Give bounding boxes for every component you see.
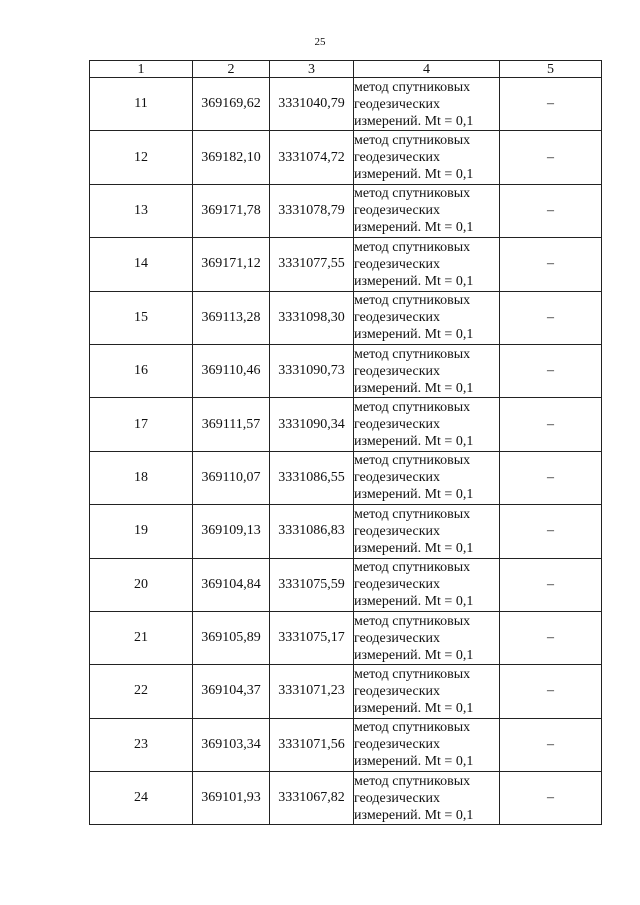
method-line-3: измерений. Mt = 0,1	[354, 700, 474, 716]
note-cell: –	[500, 505, 602, 558]
method-cell	[354, 665, 500, 718]
point-number-cell: 17	[90, 398, 193, 451]
method-cell	[354, 505, 500, 558]
method-line-3: измерений. Mt = 0,1	[354, 594, 474, 610]
method-line-2: геодезических	[354, 737, 441, 753]
note-cell: –	[500, 238, 602, 291]
note-cell: –	[500, 558, 602, 611]
table-row	[90, 505, 602, 558]
page-number: 25	[314, 36, 326, 48]
method-line-1: метод спутниковых	[354, 400, 471, 416]
method-cell	[354, 344, 500, 397]
table-body	[90, 78, 602, 825]
method-line-3: измерений. Mt = 0,1	[354, 380, 474, 396]
method-line-1: метод спутниковых	[354, 666, 471, 682]
method-line-2: геодезических	[354, 203, 441, 219]
table-row	[90, 184, 602, 237]
method-line-3: измерений. Mt = 0,1	[354, 754, 474, 770]
y-coordinate-cell: 3331078,79	[270, 184, 354, 237]
y-coordinate-cell: 3331086,55	[270, 451, 354, 504]
x-coordinate-cell: 369113,28	[193, 291, 270, 344]
x-coordinate-cell: 369101,93	[193, 772, 270, 825]
table-row	[90, 131, 602, 184]
table-row	[90, 611, 602, 664]
method-line-3: измерений. Mt = 0,1	[354, 113, 474, 129]
point-number-cell: 12	[90, 131, 193, 184]
method-line-3: измерений. Mt = 0,1	[354, 327, 474, 343]
x-coordinate-cell: 369111,57	[193, 398, 270, 451]
method-line-2: геодезических	[354, 310, 441, 326]
header-col-5: 5	[500, 61, 602, 78]
table-row	[90, 78, 602, 131]
method-cell	[354, 772, 500, 825]
method-line-3: измерений. Mt = 0,1	[354, 487, 474, 503]
method-line-1: метод спутниковых	[354, 560, 471, 576]
method-line-2: геодезических	[354, 256, 441, 272]
method-line-1: метод спутниковых	[354, 773, 471, 789]
header-col-3: 3	[270, 61, 354, 78]
point-number-cell: 22	[90, 665, 193, 718]
note-cell: –	[500, 772, 602, 825]
method-line-2: геодезических	[354, 470, 441, 486]
note-cell: –	[500, 184, 602, 237]
x-coordinate-cell: 369104,37	[193, 665, 270, 718]
x-coordinate-cell: 369169,62	[193, 78, 270, 131]
method-line-3: измерений. Mt = 0,1	[354, 647, 474, 663]
note-cell: –	[500, 665, 602, 718]
point-number-cell: 13	[90, 184, 193, 237]
method-line-1: метод спутниковых	[354, 506, 471, 522]
method-cell	[354, 611, 500, 664]
method-line-1: метод спутниковых	[354, 186, 471, 202]
y-coordinate-cell: 3331040,79	[270, 78, 354, 131]
y-coordinate-cell: 3331077,55	[270, 238, 354, 291]
method-line-1: метод спутниковых	[354, 293, 471, 309]
table-row	[90, 558, 602, 611]
point-number-cell: 11	[90, 78, 193, 131]
x-coordinate-cell: 369171,12	[193, 238, 270, 291]
method-cell	[354, 184, 500, 237]
x-coordinate-cell: 369104,84	[193, 558, 270, 611]
method-line-2: геодезических	[354, 523, 441, 539]
method-line-2: геодезических	[354, 96, 441, 112]
point-number-cell: 15	[90, 291, 193, 344]
method-line-2: геодезических	[354, 630, 441, 646]
y-coordinate-cell: 3331071,23	[270, 665, 354, 718]
method-line-2: геодезических	[354, 577, 441, 593]
point-number-cell: 14	[90, 238, 193, 291]
point-number-cell: 18	[90, 451, 193, 504]
note-cell: –	[500, 291, 602, 344]
method-line-3: измерений. Mt = 0,1	[354, 220, 474, 236]
method-line-1: метод спутниковых	[354, 720, 471, 736]
x-coordinate-cell: 369105,89	[193, 611, 270, 664]
note-cell: –	[500, 131, 602, 184]
method-line-1: метод спутниковых	[354, 346, 471, 362]
method-line-2: геодезических	[354, 363, 441, 379]
method-line-2: геодезических	[354, 150, 441, 166]
y-coordinate-cell: 3331075,59	[270, 558, 354, 611]
method-line-1: метод спутниковых	[354, 79, 471, 95]
note-cell: –	[500, 398, 602, 451]
note-cell: –	[500, 611, 602, 664]
x-coordinate-cell: 369171,78	[193, 184, 270, 237]
table-row	[90, 291, 602, 344]
y-coordinate-cell: 3331071,56	[270, 718, 354, 771]
y-coordinate-cell: 3331086,83	[270, 505, 354, 558]
point-number-cell: 20	[90, 558, 193, 611]
x-coordinate-cell: 369182,10	[193, 131, 270, 184]
note-cell: –	[500, 718, 602, 771]
method-cell	[354, 558, 500, 611]
point-number-cell: 24	[90, 772, 193, 825]
method-line-1: метод спутниковых	[354, 453, 471, 469]
note-cell: –	[500, 344, 602, 397]
method-line-3: измерений. Mt = 0,1	[354, 807, 474, 823]
table-row	[90, 718, 602, 771]
method-cell	[354, 238, 500, 291]
x-coordinate-cell: 369109,13	[193, 505, 270, 558]
note-cell: –	[500, 78, 602, 131]
point-number-cell: 23	[90, 718, 193, 771]
y-coordinate-cell: 3331090,73	[270, 344, 354, 397]
note-cell: –	[500, 451, 602, 504]
x-coordinate-cell: 369110,07	[193, 451, 270, 504]
method-cell	[354, 291, 500, 344]
method-line-3: измерений. Mt = 0,1	[354, 273, 474, 289]
method-cell	[354, 718, 500, 771]
coordinates-table	[89, 60, 602, 825]
y-coordinate-cell: 3331074,72	[270, 131, 354, 184]
point-number-cell: 16	[90, 344, 193, 397]
method-line-2: геодезических	[354, 417, 441, 433]
x-coordinate-cell: 369110,46	[193, 344, 270, 397]
y-coordinate-cell: 3331067,82	[270, 772, 354, 825]
method-line-3: измерений. Mt = 0,1	[354, 167, 474, 183]
method-cell	[354, 451, 500, 504]
table-row	[90, 398, 602, 451]
method-line-3: измерений. Mt = 0,1	[354, 434, 474, 450]
method-cell	[354, 78, 500, 131]
table-row	[90, 344, 602, 397]
y-coordinate-cell: 3331090,34	[270, 398, 354, 451]
table-row	[90, 772, 602, 825]
method-line-3: измерений. Mt = 0,1	[354, 540, 474, 556]
method-line-1: метод спутниковых	[354, 133, 471, 149]
table-header-row	[90, 61, 602, 78]
table-row	[90, 451, 602, 504]
header-col-2: 2	[193, 61, 270, 78]
y-coordinate-cell: 3331098,30	[270, 291, 354, 344]
method-line-1: метод спутниковых	[354, 239, 471, 255]
method-cell	[354, 398, 500, 451]
point-number-cell: 19	[90, 505, 193, 558]
method-line-1: метод спутниковых	[354, 613, 471, 629]
header-col-1: 1	[90, 61, 193, 78]
y-coordinate-cell: 3331075,17	[270, 611, 354, 664]
x-coordinate-cell: 369103,34	[193, 718, 270, 771]
table-row	[90, 238, 602, 291]
header-col-4: 4	[354, 61, 500, 78]
method-cell	[354, 131, 500, 184]
method-line-2: геодезических	[354, 790, 441, 806]
point-number-cell: 21	[90, 611, 193, 664]
method-line-2: геодезических	[354, 683, 441, 699]
table-row	[90, 665, 602, 718]
